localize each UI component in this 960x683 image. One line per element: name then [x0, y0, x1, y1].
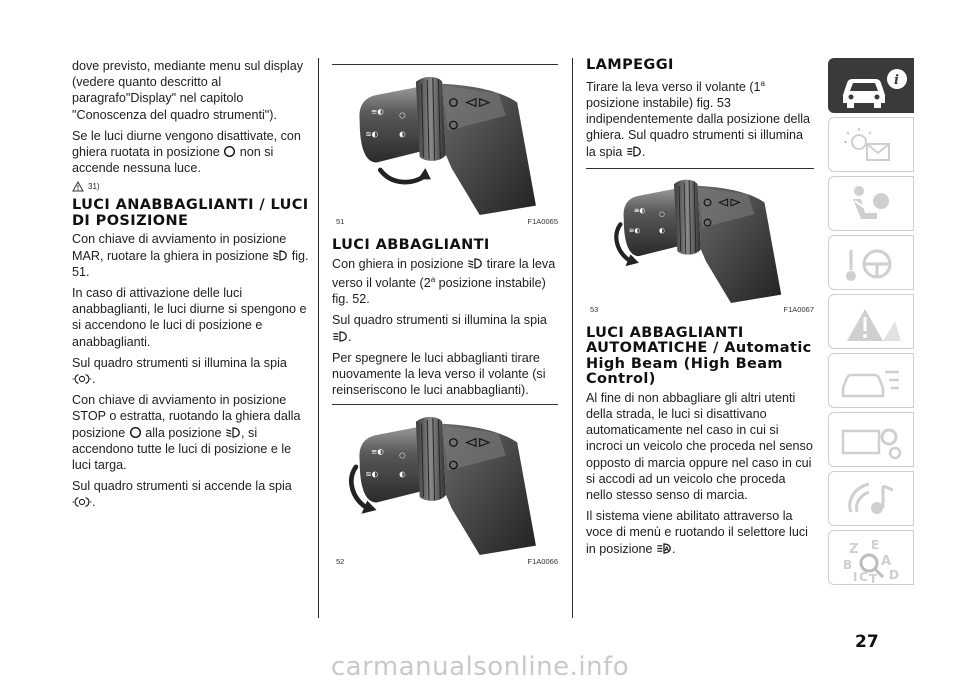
paragraph-low-beam-drl: In caso di attivazione delle luci anabbaglianti, le luci diurne si spengono e si accendono le luci di posizione e anabbaglianti.	[72, 286, 307, 349]
index-letter: B	[843, 558, 853, 572]
low-beam-icon	[467, 257, 483, 270]
light-stalk-illustration	[332, 65, 558, 215]
tab-technical-data[interactable]	[828, 412, 914, 467]
tab-multimedia[interactable]	[828, 471, 914, 526]
position-lights-icon	[72, 373, 92, 385]
tab-safety[interactable]	[828, 176, 914, 231]
light-stalk-illustration	[332, 405, 558, 555]
warning-triangle-icon	[72, 181, 84, 192]
tab-index[interactable]	[828, 530, 914, 585]
svg-text:i: i	[894, 73, 899, 88]
index-letter: E	[871, 538, 880, 552]
index-letter: C	[859, 570, 868, 584]
figure-51	[332, 64, 558, 226]
paragraph-stop-position: Con chiave di avviamento in posizione STOP o estratta, ruotando la ghiera dalla posizione alla posizione , si accendono tutte le luci di posizione e le luci targa.	[72, 393, 301, 473]
warning-reference: 31)	[72, 181, 310, 192]
paragraph-display-ref: dove previsto, mediante menu sul display (vedere quanto descritto al paragrafo"Display" nel capitolo "Conoscenza del quadro strumenti").	[72, 59, 304, 122]
figure-caption	[332, 215, 558, 226]
column-divider	[318, 58, 319, 618]
low-beam-icon	[272, 249, 288, 262]
paragraph-high-beam-warning-light: Sul quadro strumenti si illumina la spia .	[332, 313, 547, 344]
tab-starting-driving[interactable]	[828, 235, 914, 290]
low-beam-icon	[225, 426, 241, 439]
tab-emergency[interactable]	[828, 294, 914, 349]
column-3	[586, 58, 814, 562]
warning-lights-icon	[829, 118, 915, 173]
paragraph-low-beam-activate: Con chiave di avviamento in posizione MAR, ruotare la ghiera in posizione fig. 51.	[72, 232, 309, 279]
watermark: carmanualsonline.info	[330, 652, 630, 682]
section-title-flash: LAMPEGGI	[586, 57, 674, 73]
column-1	[72, 58, 310, 516]
column-2	[332, 58, 558, 566]
car-service-icon	[829, 354, 915, 409]
figure-code: F1A0067	[783, 304, 814, 314]
paragraph-high-beam-activate: Con ghiera in posizione tirare la leva verso il volante (2$^a$ posizione instabile) fig. 52.	[332, 256, 556, 307]
paragraph-auto-high-beam-enable: Il sistema viene abilitato attraverso la voce di menù e ruotando il selettore luci in posizione .	[586, 509, 808, 556]
steering-key-icon	[829, 236, 915, 291]
column-divider	[572, 58, 573, 618]
chapter-tabs	[828, 58, 914, 589]
tab-warning-lights[interactable]	[828, 117, 914, 172]
off-position-icon	[223, 145, 236, 158]
car-info-icon	[829, 59, 915, 114]
high-beam-icon	[626, 145, 642, 158]
position-lights-icon	[72, 496, 92, 508]
index-letter: T	[869, 572, 878, 586]
tab-maintenance[interactable]	[828, 353, 914, 408]
paragraph-high-beam-off: Per spegnere le luci abbaglianti tirare nuovamente la leva verso il volante (si reinseriscono le luci anabbaglianti).	[332, 350, 546, 398]
index-letter: A	[881, 554, 892, 569]
index-letter: I	[853, 570, 858, 584]
figure-caption	[332, 555, 558, 566]
multimedia-icon	[829, 472, 915, 527]
tab-car-info[interactable]	[828, 58, 914, 113]
index-letter: D	[889, 568, 899, 582]
index-letter: Z	[849, 542, 859, 557]
auto-beam-icon	[656, 542, 672, 555]
figure-number: 51	[336, 217, 345, 226]
airbag-seat-icon	[829, 177, 915, 232]
figure-code: F1A0065	[527, 217, 558, 226]
high-beam-icon	[332, 330, 348, 343]
figure-number: 53	[590, 304, 599, 314]
paragraph-position-warning-light: Sul quadro strumenti si accende la spia .	[72, 479, 292, 510]
figure-caption	[586, 303, 814, 314]
paragraph-auto-high-beam: Al fine di non abbagliare gli altri utenti della strada, le luci si disattivano automaticamente nel caso in cui si incroci un veicolo che proceda nel senso opposto di marcia oppure nel caso in cui si accodi ad un veicolo che proceda nello stesso senso di marcia.	[586, 390, 813, 502]
paragraph-flash: Tirare la leva verso il volante (1$^a$ posizione instabile) fig. 53 indipendentemente dalla posizione della ghiera. Sul quadro strumenti si illumina la spia .	[586, 78, 811, 159]
section-title-high-beam: LUCI ABBAGLIANTI	[332, 237, 490, 253]
off-position-icon	[129, 426, 142, 439]
page-number: 27	[855, 632, 879, 652]
figure-number: 52	[336, 557, 345, 567]
road-warning-icon	[829, 295, 915, 350]
figure-code: F1A0066	[527, 557, 558, 567]
paragraph-low-beam-warning-light: Sul quadro strumenti si illumina la spia .	[72, 355, 287, 387]
section-title-auto-high-beam: LUCI ABBAGLIANTI AUTOMATICHE / Automatic High Beam (High Beam Control)	[586, 324, 812, 388]
section-title-low-beam: LUCI ANABBAGLIANTI / LUCI DI POSIZIONE	[72, 197, 309, 229]
light-stalk-illustration	[586, 169, 814, 303]
index-icon	[829, 531, 915, 586]
figure-52	[332, 404, 558, 566]
paragraph-drl-off: Se le luci diurne vengono disattivate, con ghiera ruotata in posizione non si accende nessuna luce.	[72, 128, 301, 176]
figure-53	[586, 168, 814, 314]
technical-data-icon	[829, 413, 915, 468]
